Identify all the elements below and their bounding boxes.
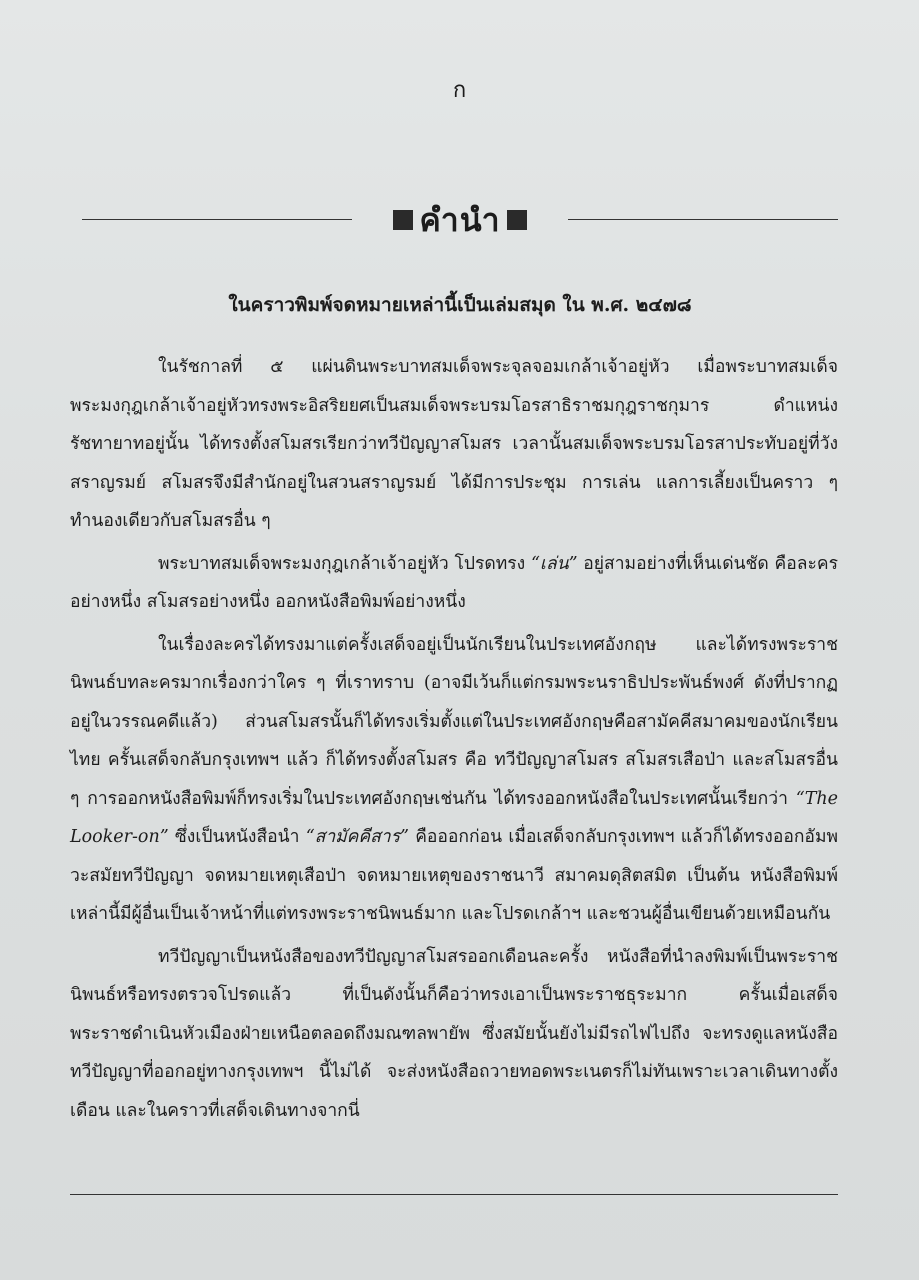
page-number: ก	[452, 78, 467, 103]
paragraph-2	[70, 545, 838, 622]
paragraph-3	[70, 626, 838, 934]
paragraph-text: ซึ่งเป็นหนังสือนำ	[168, 827, 306, 847]
title-row	[82, 198, 838, 242]
title-box	[364, 198, 556, 242]
paragraph-text: อยู่สามอย่างที่เห็นเด่นชัด คือละครอย่างหนึ่ง สโมสรอย่างหนึ่ง ออกหนังสือพิมพ์อย่างหนึ่ง	[70, 553, 838, 612]
page-title: คำนำ	[419, 200, 501, 239]
italic-term: “สามัคคีสาร”	[305, 827, 409, 847]
paragraph-text: ทวีปัญญาเป็นหนังสือของทวีปัญญาสโมสรออกเดือนละครั้ง หนังสือที่นำลงพิมพ์เป็นพระราชนิพนธ์หรือทรงตรวจโปรดแล้ว ที่เป็นดังนั้นก็คือว่าทรงเอาเป็นพระราชธุระมาก ครั้นเมื่อเสด็จพระราชดำเนินหัวเมืองฝ่ายเหนือตลอดถึงมณฑลพายัพ ซึ่งสมัยนั้นยังไม่มีรถไฟไปถึง จะทรงดูแลหนังสือทวีปัญญาที่ออกอยู่ทางกรุงเทพฯ นี้ไม่ได้ จะส่งหนังสือถวายทอดพระเนตรก็ไม่ทันเพราะเวลาเดินทางตั้งเดือน และในคราวที่เสด็จเดินทางจากนี่	[70, 946, 838, 1121]
bottom-rule	[70, 1194, 838, 1195]
italic-term: “เล่น”	[530, 553, 578, 574]
title-rule-left	[82, 219, 352, 220]
subtitle: ในคราวพิมพ์จดหมายเหล่านี้เป็นเล่มสมุด ใน พ.ศ. ๒๔๗๘	[228, 294, 692, 316]
paragraph-text: ในรัชกาลที่ ๕ แผ่นดินพระบาทสมเด็จพระจุลจอมเกล้าเจ้าอยู่หัว เมื่อพระบาทสมเด็จพระมงกุฎเกล้าเจ้าอยู่หัวทรงพระอิสริยยศเป็นสมเด็จพระบรมโอรสาธิราชมกุฎราชกุมาร ดำแหน่งรัชทายาทอยู่นั้น ได้ทรงตั้งสโมสรเรียกว่าทวีปัญญาสโมสร เวลานั้นสมเด็จพระบรมโอรสาประทับอยู่ที่วังสราญรมย์ สโมสรจึงมีสำนักอยู่ในสวนสราญรมย์ ได้มีการประชุม การเล่น แลการเลี้ยงเป็นคราว ๆ ทำนองเดียวกับสโมสรอื่น ๆ	[70, 357, 838, 531]
paragraph-text: ในเรื่องละครได้ทรงมาแต่ครั้งเสด็จอยู่เป็นนักเรียนในประเทศอังกฤษ และได้ทรงพระราชนิพนธ์บทละครมากเรื่องกว่าใคร ๆ ที่เราทราบ (อาจมีเว้นก็แต่กรมพระนราธิปประพันธ์พงศ์ ดังที่ปรากฏอยู่ในวรรณคดีแล้ว) ส่วนสโมสรนั้นก็ได้ทรงเริ่มตั้งแต่ในประเทศอังกฤษคือสามัคคีสมาคมของนักเรียนไทย ครั้นเสด็จกลับกรุงเทพฯ แล้ว ก็ได้ทรงตั้งสโมสร คือ ทวีปัญญาสโมสร สโมสรเสือป่า และสโมสรอื่น ๆ การออกหนังสือพิมพ์ก็ทรงเริ่มในประเทศอังกฤษเช่นกัน ได้ทรงออกหนังสือในประเทศนั้นเรียกว่า	[70, 634, 838, 809]
square-ornament-icon	[393, 210, 413, 230]
title-rule-right	[568, 219, 838, 220]
paragraph-1	[70, 348, 838, 541]
paragraph-text: พระบาทสมเด็จพระมงกุฎเกล้าเจ้าอยู่หัว โปรดทรง	[158, 553, 531, 574]
paragraph-4	[70, 938, 838, 1131]
italic-term: “The Looker-on”	[70, 788, 838, 847]
square-ornament-icon	[507, 210, 527, 230]
paragraph-text: คือออกก่อน เมื่อเสด็จกลับกรุงเทพฯ แล้วก็ได้ทรงออกอัมพวะสมัยทวีปัญญา จดหมายเหตุเสือป่า จดหมายเหตุของราชนาวี สมาคมดุสิตสมิต เป็นต้น หนังสือพิมพ์เหล่านี้มีผู้อื่นเป็นเจ้าหน้าที่แต่ทรงพระราชนิพนธ์มาก และโปรดเกล้าฯ และชวนผู้อื่นเขียนด้วยเหมือนกัน	[70, 827, 839, 924]
body-text	[70, 348, 838, 1130]
